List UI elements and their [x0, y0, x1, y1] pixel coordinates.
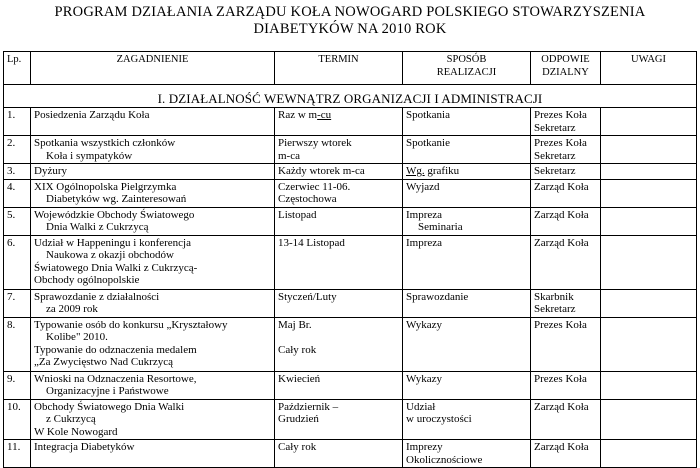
cell-termin-line: Cały rok: [278, 441, 317, 453]
cell-odpowiedzialny-line: Prezes Koła: [534, 372, 587, 385]
cell-termin: [275, 207, 403, 235]
cell-lp: 9.: [4, 371, 31, 399]
cell-zagadnienie-line: W Kole Nowogard: [34, 425, 118, 438]
cell-termin-line: [278, 331, 399, 344]
cell-odpowiedzialny-line: Prezes Koła: [534, 318, 587, 331]
cell-termin-line: Czerwiec 11-06.: [278, 180, 351, 193]
cell-odpowiedzialny: [531, 179, 601, 207]
cell-termin-line: Pierwszy wtorek: [278, 137, 352, 149]
cell-termin: [275, 136, 403, 164]
cell-odpowiedzialny-line: Zarząd Koła: [534, 441, 589, 453]
cell-odpowiedzialny-line: Zarząd Koła: [534, 236, 589, 249]
cell-sposob-realizacji-line: Wyjazd: [406, 180, 440, 193]
col-header-termin: TERMIN: [275, 52, 403, 85]
cell-uwagi: [601, 164, 697, 180]
cell-odpowiedzialny-line: Sekretarz: [534, 121, 576, 134]
cell-zagadnienie-line: Koła i sympatyków: [46, 149, 133, 162]
cell-zagadnienie: [31, 108, 275, 136]
table-row: [4, 371, 697, 399]
cell-zagadnienie: [31, 289, 275, 317]
cell-uwagi: [601, 289, 697, 317]
cell-zagadnienie-line: z Cukrzycą: [46, 413, 96, 425]
cell-odpowiedzialny-line: Zarząd Koła: [534, 180, 589, 193]
cell-termin: [275, 289, 403, 317]
cell-uwagi: [601, 399, 697, 440]
cell-termin-line: Każdy wtorek m-ca: [278, 165, 365, 177]
cell-sposob-realizacji: [403, 399, 531, 440]
table-row: [4, 136, 697, 164]
cell-sposob-realizacji: [403, 317, 531, 371]
cell-sposob-realizacji-line: Udział: [406, 400, 436, 413]
table-row: [4, 317, 697, 371]
table-row: [4, 164, 697, 180]
section-title: I. DZIAŁALNOŚĆ WEWNĄTRZ ORGANIZACJI I ADMINISTRACJI: [157, 91, 543, 106]
cell-zagadnienie-line: Typowanie do odznaczenia medalem: [34, 343, 197, 356]
cell-termin: [275, 108, 403, 136]
cell-termin: [275, 440, 403, 468]
program-table: [3, 51, 697, 468]
cell-zagadnienie: [31, 440, 275, 468]
section-row: [4, 85, 697, 108]
cell-zagadnienie-line: Wnioski na Odznaczenia Resortowe,: [34, 372, 197, 385]
cell-lp: 2.: [4, 136, 31, 164]
cell-sposob-realizacji-line: Spotkania: [406, 109, 450, 121]
cell-termin-line: Kwiecień: [278, 372, 321, 385]
cell-odpowiedzialny: [531, 108, 601, 136]
cell-lp: 3.: [4, 164, 31, 180]
cell-sposob-realizacji-line: Spotkanie: [406, 137, 450, 149]
cell-odpowiedzialny: [531, 207, 601, 235]
col-header-lp: Lp.: [4, 52, 31, 85]
cell-sposob-realizacji: [403, 371, 531, 399]
cell-termin-line: Październik –: [278, 400, 339, 413]
cell-zagadnienie-line: Integracja Diabetyków: [34, 441, 135, 453]
cell-odpowiedzialny-line: Sekretarz: [534, 149, 576, 162]
cell-sposob-realizacji-line: Impreza: [406, 208, 443, 221]
cell-termin-line: Grudzień: [278, 413, 319, 425]
cell-sposob-realizacji-line: Wykazy: [406, 318, 442, 331]
cell-odpowiedzialny: [531, 317, 601, 371]
cell-lp: 8.: [4, 317, 31, 371]
cell-zagadnienie-line: Kolibe" 2010.: [46, 331, 108, 343]
cell-termin-line: Częstochowa: [278, 193, 337, 205]
cell-zagadnienie-line: Światowego Dnia Walki z Cukrzycą-: [34, 261, 198, 274]
cell-sposob-realizacji-line: Impreza: [406, 236, 443, 249]
table-row: [4, 235, 697, 289]
col-header-sposob: [403, 52, 531, 85]
cell-lp: 5.: [4, 207, 31, 235]
cell-zagadnienie-line: Dyżury: [34, 165, 67, 177]
cell-sposob-realizacji: [403, 164, 531, 180]
cell-sposob-realizacji: [403, 207, 531, 235]
col-header-zagadnienie: ZAGADNIENIE: [31, 52, 275, 85]
cell-odpowiedzialny: [531, 164, 601, 180]
cell-odpowiedzialny-line: Sekretarz: [534, 165, 576, 177]
cell-sposob-realizacji: [403, 235, 531, 289]
cell-zagadnienie-line: Organizacyjne i Państwowe: [46, 385, 169, 397]
cell-sposob-realizacji: [403, 108, 531, 136]
cell-lp: 1.: [4, 108, 31, 136]
cell-sposob-realizacji-line: Okolicznościowe: [406, 453, 483, 466]
cell-termin-line: Cały rok: [278, 343, 317, 356]
cell-zagadnienie: [31, 179, 275, 207]
cell-zagadnienie-line: Udział w Happeningu i konferencja: [34, 236, 191, 249]
cell-odpowiedzialny-line: Prezes Koła: [534, 137, 587, 149]
cell-termin: [275, 235, 403, 289]
cell-odpowiedzialny-line: Prezes Koła: [534, 109, 587, 121]
cell-odpowiedzialny: [531, 136, 601, 164]
cell-zagadnienie: [31, 317, 275, 371]
cell-sposob-realizacji-line: Seminaria: [418, 221, 463, 233]
cell-zagadnienie-line: „Za Zwycięstwo Nad Cukrzycą: [34, 356, 173, 368]
cell-zagadnienie: [31, 207, 275, 235]
cell-termin: [275, 179, 403, 207]
cell-termin-line: 13-14 Listopad: [278, 236, 345, 249]
cell-sposob-realizacji: [403, 440, 531, 468]
table-header-row: [4, 52, 697, 85]
cell-termin: [275, 164, 403, 180]
cell-odpowiedzialny: [531, 289, 601, 317]
col-header-odpowiedzialny: [531, 52, 601, 85]
cell-zagadnienie-line: Typowanie osób do konkursu „Kryształowy: [34, 318, 228, 331]
cell-termin: [275, 371, 403, 399]
cell-zagadnienie-line: Obchody Światowego Dnia Walki: [34, 400, 185, 413]
cell-zagadnienie-line: Obchody ogólnopolskie: [34, 274, 140, 286]
cell-termin: [275, 399, 403, 440]
cell-lp: 4.: [4, 179, 31, 207]
document-title: [0, 4, 700, 38]
cell-zagadnienie: [31, 399, 275, 440]
cell-termin-line: Maj Br.: [278, 318, 312, 331]
cell-sposob-realizacji: [403, 136, 531, 164]
cell-zagadnienie-line: Sprawozdanie z działalności: [34, 290, 160, 303]
cell-zagadnienie-line: Spotkania wszystkich członków: [34, 137, 176, 149]
cell-zagadnienie: [31, 136, 275, 164]
cell-termin-line: Raz w m-cu: [278, 109, 332, 121]
cell-uwagi: [601, 317, 697, 371]
title-line-2: DIABETYKÓW NA 2010 ROK: [253, 21, 447, 37]
cell-sposob-realizacji-line: Imprezy: [406, 441, 443, 453]
cell-termin-line: m-ca: [278, 149, 300, 162]
cell-zagadnienie: [31, 371, 275, 399]
cell-odpowiedzialny-line: Skarbnik: [534, 290, 574, 303]
table-row: [4, 179, 697, 207]
col-header-odp-line2: DZIALNY: [542, 66, 589, 78]
cell-termin-line: Listopad: [278, 208, 317, 221]
cell-uwagi: [601, 136, 697, 164]
cell-odpowiedzialny: [531, 399, 601, 440]
cell-lp: 6.: [4, 235, 31, 289]
cell-odpowiedzialny: [531, 235, 601, 289]
cell-odpowiedzialny-line: Sekretarz: [534, 303, 576, 315]
cell-zagadnienie-line: Wojewódzkie Obchody Światowego: [34, 208, 195, 221]
cell-zagadnienie-line: Diabetyków wg. Zainteresowań: [46, 193, 187, 205]
cell-zagadnienie: [31, 164, 275, 180]
cell-sposob-realizacji: [403, 179, 531, 207]
col-header-sposob-line1: SPOSÓB: [446, 54, 487, 65]
cell-termin: [275, 317, 403, 371]
cell-zagadnienie-line: Posiedzenia Zarządu Koła: [34, 109, 150, 121]
cell-odpowiedzialny: [531, 371, 601, 399]
cell-uwagi: [601, 371, 697, 399]
cell-sposob-realizacji-line: Sprawozdanie: [406, 290, 469, 303]
col-header-sposob-line2: REALIZACJI: [436, 66, 497, 78]
cell-sposob-realizacji-line: Wykazy: [406, 372, 442, 385]
table-row: [4, 108, 697, 136]
col-header-uwagi: UWAGI: [601, 52, 697, 85]
cell-odpowiedzialny-line: Zarząd Koła: [534, 400, 589, 413]
table-row: [4, 399, 697, 440]
cell-odpowiedzialny: [531, 440, 601, 468]
cell-zagadnienie-line: za 2009 rok: [46, 303, 98, 315]
cell-odpowiedzialny-line: Zarząd Koła: [534, 208, 589, 221]
cell-lp: 7.: [4, 289, 31, 317]
title-line-1: PROGRAM DZIAŁANIA ZARZĄDU KOŁA NOWOGARD POLSKIEGO STOWARZYSZENIA: [54, 4, 646, 20]
cell-zagadnienie-line: XIX Ogólnopolska Pielgrzymka: [34, 180, 177, 193]
cell-zagadnienie: [31, 235, 275, 289]
cell-sposob-realizacji-line: Wg. grafiku: [406, 165, 460, 177]
cell-uwagi: [601, 108, 697, 136]
cell-termin-line: Styczeń/Luty: [278, 290, 337, 303]
cell-lp: 10.: [4, 399, 31, 440]
cell-lp: 11.: [4, 440, 31, 468]
cell-zagadnienie-line: Naukowa z okazji obchodów: [46, 249, 174, 261]
cell-uwagi: [601, 235, 697, 289]
section-title-cell: [4, 85, 697, 108]
table-row: [4, 440, 697, 468]
table-row: [4, 289, 697, 317]
cell-sposob-realizacji: [403, 289, 531, 317]
cell-zagadnienie-line: Dnia Walki z Cukrzycą: [46, 221, 149, 233]
cell-uwagi: [601, 207, 697, 235]
table-row: [4, 207, 697, 235]
cell-uwagi: [601, 440, 697, 468]
cell-sposob-realizacji-line: w uroczystości: [406, 413, 472, 425]
col-header-odp-line1: ODPOWIE: [541, 54, 590, 65]
cell-uwagi: [601, 179, 697, 207]
